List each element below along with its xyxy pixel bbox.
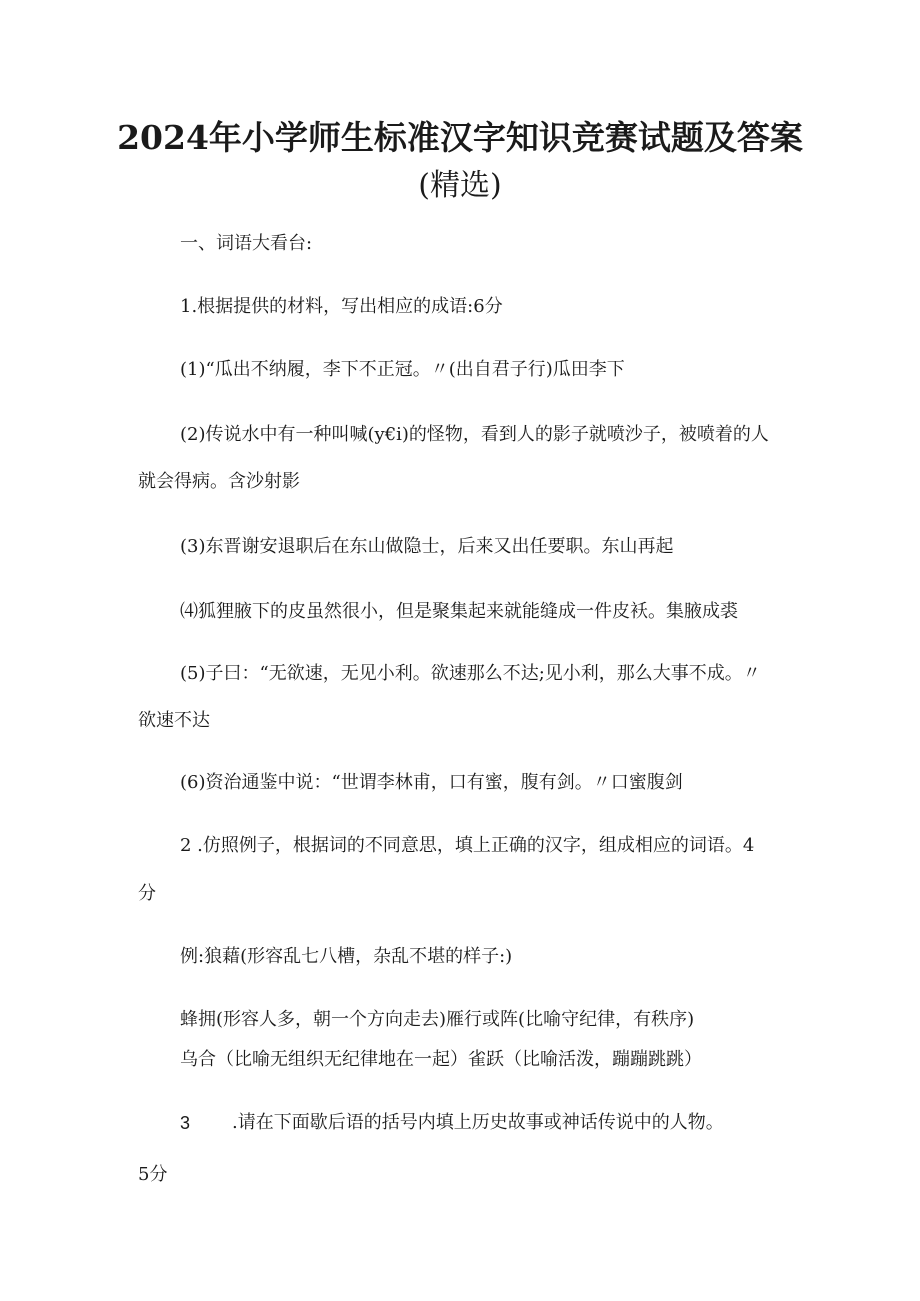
- q3-prompt-cont: 5分: [138, 1164, 168, 1185]
- section-heading: 一、词语大看台:: [180, 233, 313, 254]
- q1-item-5: (5)子曰：“无欲速，无见小利。欲速那么不达;见小利，那么大事不成。〃: [180, 663, 761, 684]
- q1-item-4: ⑷狐狸腋下的皮虽然很小，但是聚集起来就能缝成一件皮袄。集腋成裘: [180, 601, 738, 622]
- doc-title-line1: 2024年小学师生标准汉字知识竞赛试题及答案: [117, 118, 803, 157]
- q1-item-1: (1)“瓜出不纳履，李下不正冠。〃(出自君子行)瓜田李下: [180, 359, 625, 380]
- q2-prompt: 2 .仿照例子，根据词的不同意思，填上正确的汉字，组成相应的词语。4: [180, 835, 755, 856]
- q2-answer-line1: 蜂拥(形容人多，朝一个方向走去)雁行或阵(比喻守纪律，有秩序): [180, 1009, 695, 1030]
- q2-prompt-cont: 分: [138, 883, 156, 904]
- q1-item-6: (6)资治通鉴中说：“世谓李林甫，口有蜜，腹有剑。〃口蜜腹剑: [180, 772, 683, 793]
- q1-item-2: (2)传说水中有一种叫喊(y€i)的怪物，看到人的影子就喷沙子，被喷着的人: [180, 424, 769, 445]
- doc-title-line2: (精选): [418, 168, 502, 203]
- q2-example: 例:狼藉(形容乱七八槽，杂乱不堪的样子:): [180, 946, 513, 967]
- q1-item-5-cont: 欲速不达: [138, 710, 210, 731]
- q1-prompt: 1.根据提供的材料，写出相应的成语:6分: [180, 296, 503, 317]
- q1-item-2-cont: 就会得病。含沙射影: [138, 471, 300, 492]
- q1-item-3: (3)东晋谢安退职后在东山做隐士，后来又出任要职。东山再起: [180, 536, 674, 557]
- q3-prompt: .请在下面歇后语的括号内填上历史故事或神话传说中的人物。: [232, 1112, 724, 1133]
- q2-answer-line2: 乌合（比喻无组织无纪律地在一起）雀跃（比喻活泼，蹦蹦跳跳）: [180, 1049, 702, 1070]
- q3-number: 3: [180, 1113, 191, 1133]
